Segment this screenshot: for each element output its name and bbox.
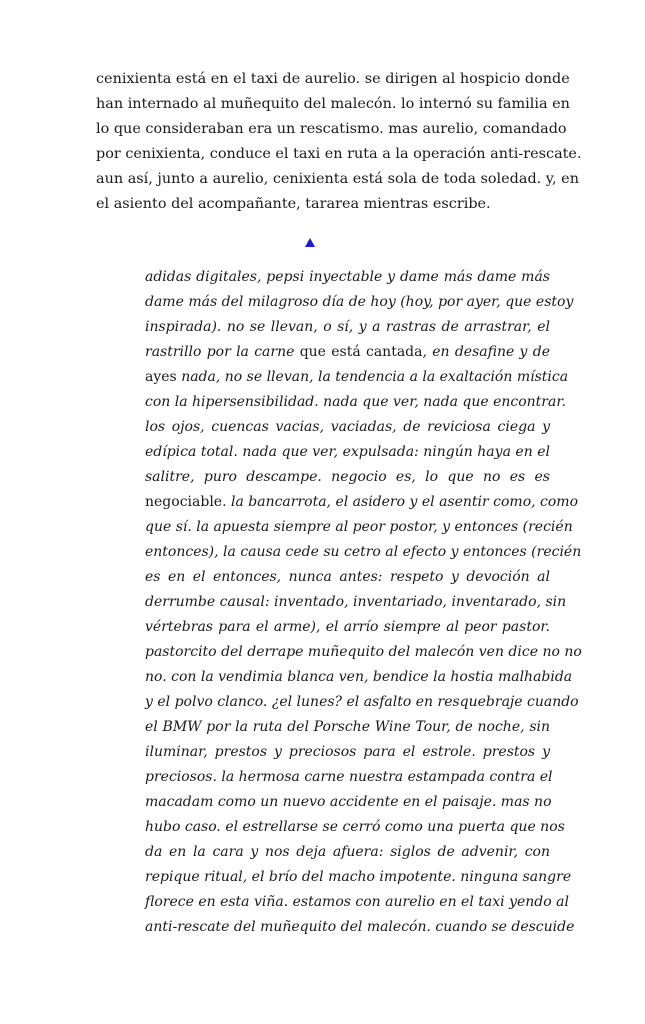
poem-line xyxy=(145,540,582,565)
poem-line xyxy=(145,715,550,740)
poem-line xyxy=(145,390,566,415)
poem-text-run: , en desafine y de xyxy=(422,344,550,360)
poem-text-run: que sí. la apuesta siempre al peor postor, y entonces (recién xyxy=(145,519,573,535)
poem-text-run: preciosos. la hermosa carne nuestra estampada contra el xyxy=(145,769,553,785)
intro-line: cenixienta está en el taxi de aurelio. se dirigen al hospicio donde xyxy=(96,71,570,87)
poem-text-run: la bancarrota, el asidero y el asentir como, como xyxy=(230,494,578,510)
poem-text-run: dame más del milagroso día de hoy (hoy, por ayer, que estoy xyxy=(145,294,574,310)
poem-text-run: y el polvo clanco. ¿el lunes? el asfalto en resquebraje cuando xyxy=(145,694,579,710)
poem-text-run: negociable. xyxy=(145,494,231,510)
poem-line xyxy=(145,515,573,540)
poem-line xyxy=(145,740,550,765)
poem-text-run: no. con la vendimia blanca ven, bendice la hostia malhabida xyxy=(145,669,573,685)
intro-line: aun así, junto a aurelio, cenixienta está sola de toda soledad. y, en xyxy=(96,171,579,187)
poem-line xyxy=(145,765,553,790)
poem-text-run: hubo caso. el estrellarse se cerró como una puerta que nos xyxy=(145,819,565,835)
poem-line xyxy=(145,790,550,815)
poem-text-run: con la hipersensibilidad. nada que ver, nada que encontrar. xyxy=(145,394,566,410)
poem-line xyxy=(145,265,550,290)
poem-text-run: que está cantada xyxy=(299,344,423,360)
poem-line xyxy=(145,690,579,715)
poem-line xyxy=(145,565,550,590)
poem-text-run: macadam como un nuevo accidente en el paisaje. mas no xyxy=(145,794,552,810)
poem-text-run: es en el entonces, nunca antes: respeto y devoción al xyxy=(145,569,550,585)
poem-text-run: los ojos, cuencas vacias, vaciadas, de reviciosa ciega y xyxy=(145,419,550,435)
poem-line xyxy=(145,290,574,315)
poem-text-run: derrumbe causal: inventado, inventariado, inventarado, sin xyxy=(145,594,567,610)
poem-line xyxy=(145,590,567,615)
poem-line xyxy=(145,340,550,365)
poem-line xyxy=(145,415,550,440)
poem-text-run: pastorcito del derrape muñequito del malecón ven dice no no xyxy=(145,644,582,660)
poem-text-run: salitre, puro descampe. negocio es, lo que no es es xyxy=(145,469,550,485)
intro-line: han internado al muñequito del malecón. lo internó su familia en xyxy=(96,96,570,112)
poem-line xyxy=(145,440,550,465)
intro-paragraph xyxy=(96,67,582,217)
poem-block xyxy=(145,265,582,940)
poem-text-run: entonces), la causa cede su cetro al efecto y entonces (recién xyxy=(145,544,582,560)
poem-line xyxy=(145,815,565,840)
poem-line xyxy=(145,465,550,490)
poem-line xyxy=(145,665,573,690)
poem-text-run: rastrillo por la carne xyxy=(145,344,300,360)
poem-line xyxy=(145,490,578,515)
poem-text-run: ayes xyxy=(145,369,182,385)
poem-line xyxy=(145,865,572,890)
poem-text-run: edípica total. nada que ver, expulsada: ningún haya en el xyxy=(145,444,550,460)
poem-text-run: florece en esta viña. estamos con aurelio en el taxi yendo al xyxy=(145,894,569,910)
poem-text-run: adidas digitales, pepsi inyectable y dame más dame más xyxy=(145,269,550,285)
poem-text-run: repique ritual, el brío del macho impotente. ninguna sangre xyxy=(145,869,572,885)
poem-text-run: inspirada). no se llevan, o sí, y a rastras de arrastrar, el xyxy=(145,319,550,335)
poem-text-run: anti-rescate del muñequito del malecón. cuando se descuide xyxy=(145,919,575,935)
poem-line xyxy=(145,365,569,390)
intro-line: el asiento del acompañante, tararea mientras escribe. xyxy=(96,196,491,212)
poem-text-run: nada, no se llevan, la tendencia a la exaltación mística xyxy=(181,369,569,385)
poem-line xyxy=(145,315,550,340)
poem-text-run: el BMW por la ruta del Porsche Wine Tour, de noche, sin xyxy=(145,719,550,735)
triangle-marker-icon xyxy=(305,238,315,247)
poem-text-run: vértebras para el arme), el arrío siempre al peor pastor. xyxy=(145,619,550,635)
intro-line: por cenixienta, conduce el taxi en ruta a la operación anti-rescate. xyxy=(96,146,582,162)
poem-line xyxy=(145,890,569,915)
poem-text-run: da en la cara y nos deja afuera: siglos de advenir, con xyxy=(145,844,550,860)
poem-line xyxy=(145,840,550,865)
poem-text-run: iluminar, prestos y preciosos para el estrole. prestos y xyxy=(145,744,550,760)
poem-line xyxy=(145,915,575,940)
poem-line xyxy=(145,640,582,665)
intro-line: lo que consideraban era un rescatismo. mas aurelio, comandado xyxy=(96,121,567,137)
poem-line xyxy=(145,615,550,640)
